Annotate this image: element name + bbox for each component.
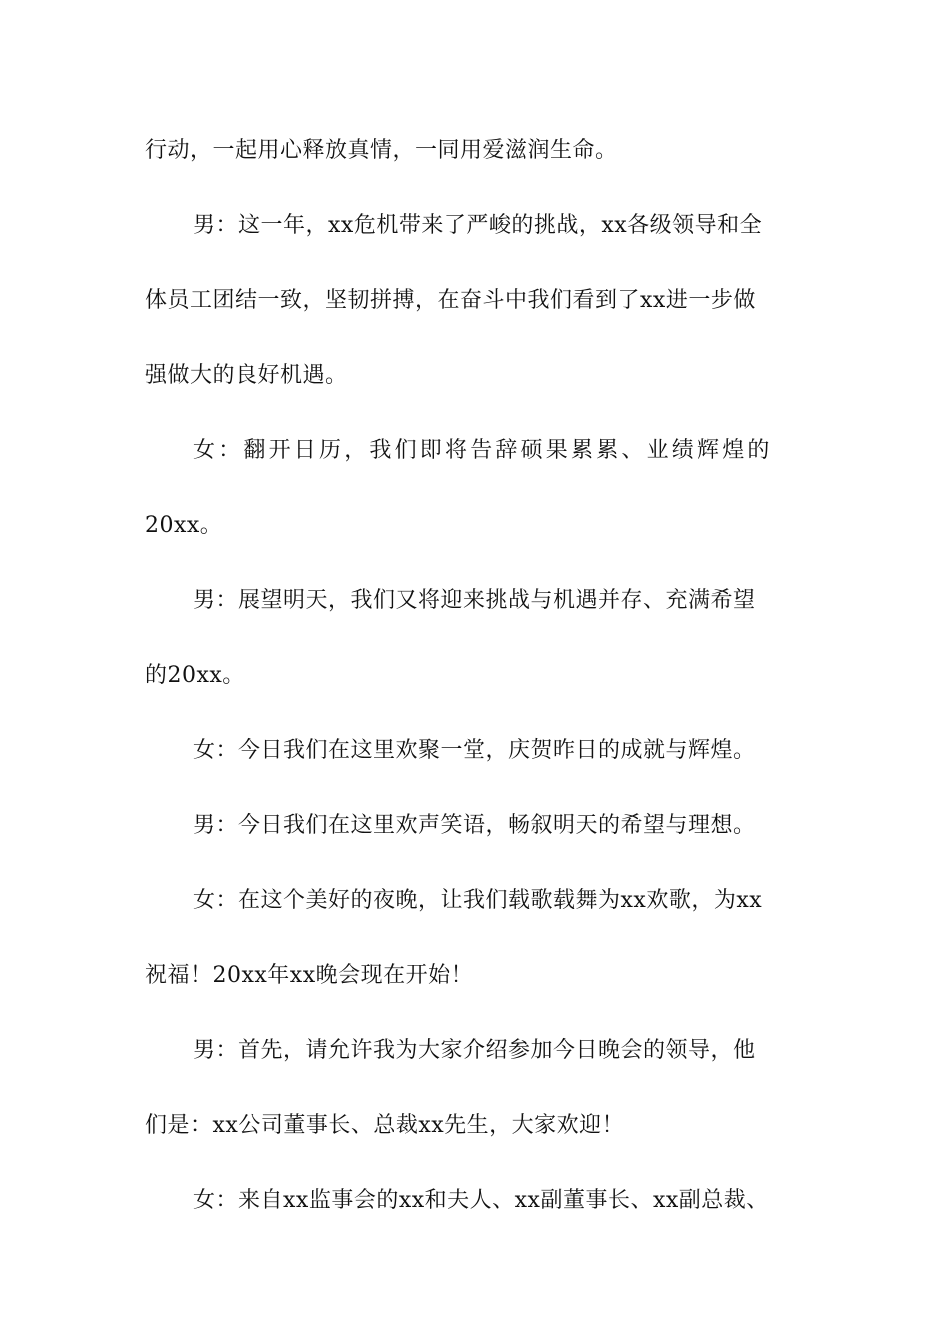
text-line: 的20xx。 — [145, 663, 245, 688]
text-line: 男：首先，请允许我为大家介绍参加今日晚会的领导，他 — [193, 1038, 756, 1063]
text-line: 强做大的良好机遇。 — [145, 363, 348, 388]
text-line: 女：在这个美好的夜晚，让我们载歌载舞为xx欢歌，为xx — [193, 888, 763, 913]
text-line: 女：翻开日历，我们即将告辞硕果累累、业绩辉煌的 — [193, 438, 773, 463]
text-line: 体员工团结一致，坚韧拼搏，在奋斗中我们看到了xx进一步做 — [145, 288, 756, 313]
text-line: 男：今日我们在这里欢声笑语，畅叙明天的希望与理想。 — [193, 813, 756, 838]
text-line: 女：今日我们在这里欢聚一堂，庆贺昨日的成就与辉煌。 — [193, 738, 756, 763]
text-line: 祝福！20xx年xx晚会现在开始！ — [145, 963, 474, 988]
text-line: 男：这一年，xx危机带来了严峻的挑战，xx各级领导和全 — [193, 213, 763, 238]
text-line: 们是：xx公司董事长、总裁xx先生，大家欢迎！ — [145, 1113, 625, 1138]
text-line: 行动，一起用心释放真情，一同用爱滋润生命。 — [145, 138, 618, 163]
text-line: 男：展望明天，我们又将迎来挑战与机遇并存、充满希望 — [193, 588, 756, 613]
text-line: 女：来自xx监事会的xx和夫人、xx副董事长、xx副总裁、 — [193, 1188, 769, 1213]
text-line: 20xx。 — [145, 513, 223, 538]
